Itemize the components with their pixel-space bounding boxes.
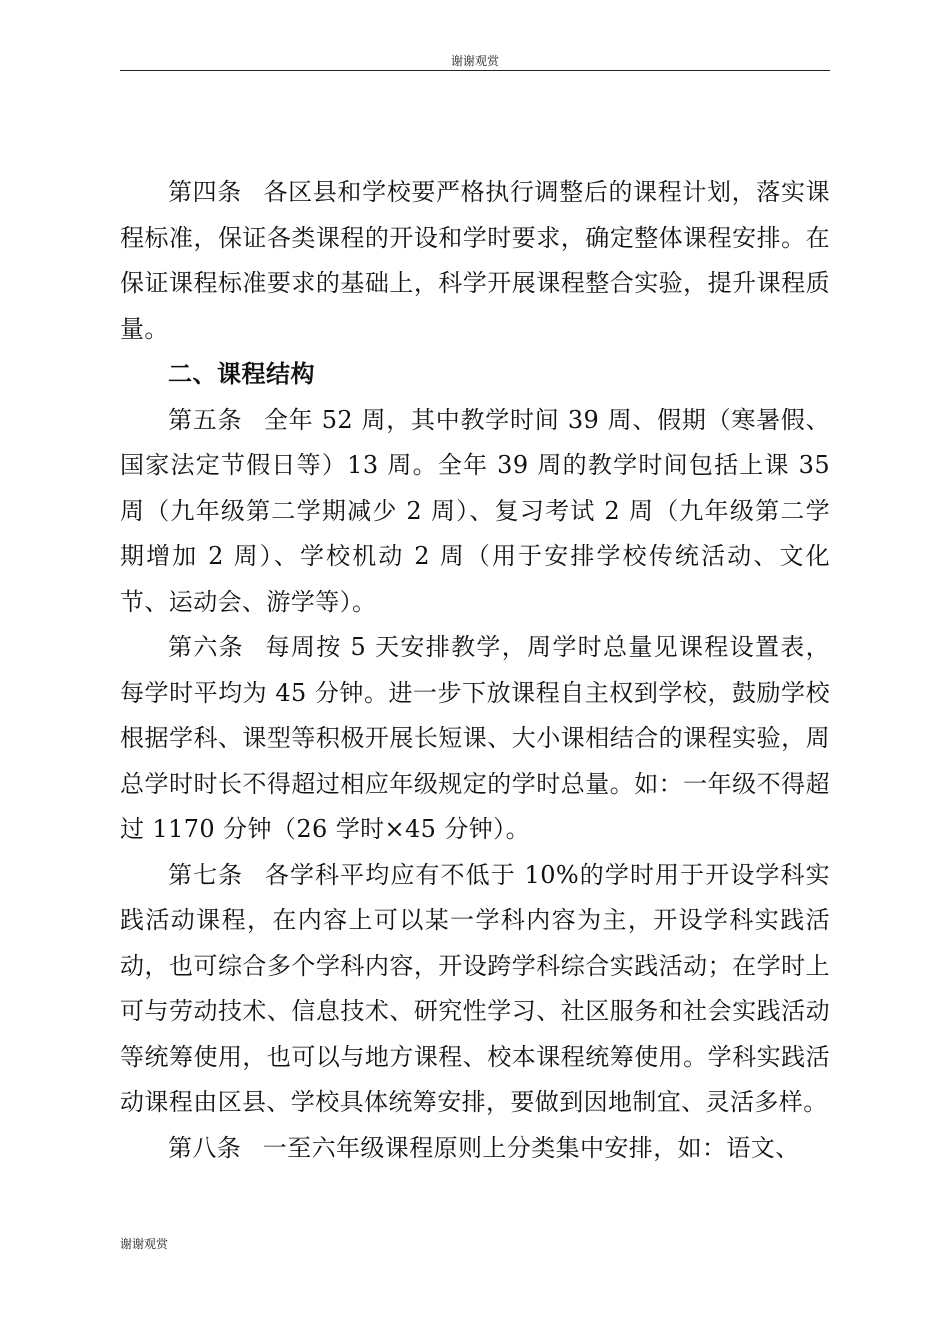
page-header: 谢谢观赏 <box>450 54 499 68</box>
article-8-text: 一至六年级课程原则上分类集中安排，如：语文、 <box>262 1133 800 1162</box>
document-body <box>120 170 830 1171</box>
article-5-text: 全年 52 周，其中教学时间 39 周、假期（寒暑假、国家法定节假日等）13 周。全年 39 周的教学时间包括上课 35 周（九年级第二学期减少 2 周）、复习考试 2 周（九年级第二学期增加 2 周）、学校机动 2 周（用于安排学校传统活动、文化节、运动会、游学等）。 <box>120 405 830 616</box>
header-divider <box>120 70 830 71</box>
page-footer: 谢谢观赏 <box>120 1237 169 1251</box>
article-5-paragraph <box>120 398 830 626</box>
article-7-label: 第七条 <box>168 860 244 889</box>
article-8-label: 第八条 <box>168 1133 242 1162</box>
section-heading: 二、课程结构 <box>168 360 315 388</box>
article-5-label: 第五条 <box>168 405 243 434</box>
article-4-paragraph <box>120 170 830 352</box>
article-6-label: 第六条 <box>168 633 244 661</box>
article-7-paragraph <box>120 853 830 1126</box>
article-4-label: 第四条 <box>168 178 242 206</box>
article-6-paragraph <box>120 625 830 853</box>
article-7-text: 各学科平均应有不低于 10%的学时用于开设学科实践活动课程，在内容上可以某一学科内容为主，开设学科实践活动，也可综合多个学科内容，开设跨学科综合实践活动；在学时上可与劳动技术、信息技术、研究性学习、社区服务和社会实践活动等统筹使用，也可以与地方课程、校本课程统筹使用。学科实践活动课程由区县、学校具体统筹安排，要做到因地制宜、灵活多样。 <box>120 860 830 1116</box>
article-4-text: 各区县和学校要严格执行调整后的课程计划，落实课程标准，保证各类课程的开设和学时要求，确定整体课程安排。在保证课程标准要求的基础上，科学开展课程整合实验，提升课程质量。 <box>120 178 830 343</box>
article-6-text: 每周按 5 天安排教学，周学时总量见课程设置表，每学时平均为 45 分钟。进一步下放课程自主权到学校，鼓励学校根据学科、课型等积极开展长短课、大小课相结合的课程实验，周总学时时长不得超过相应年级规定的学时总量。如：一年级不得超过 1170 分钟（26 学时×45 分钟）。 <box>120 633 830 843</box>
article-8-paragraph <box>120 1126 830 1172</box>
